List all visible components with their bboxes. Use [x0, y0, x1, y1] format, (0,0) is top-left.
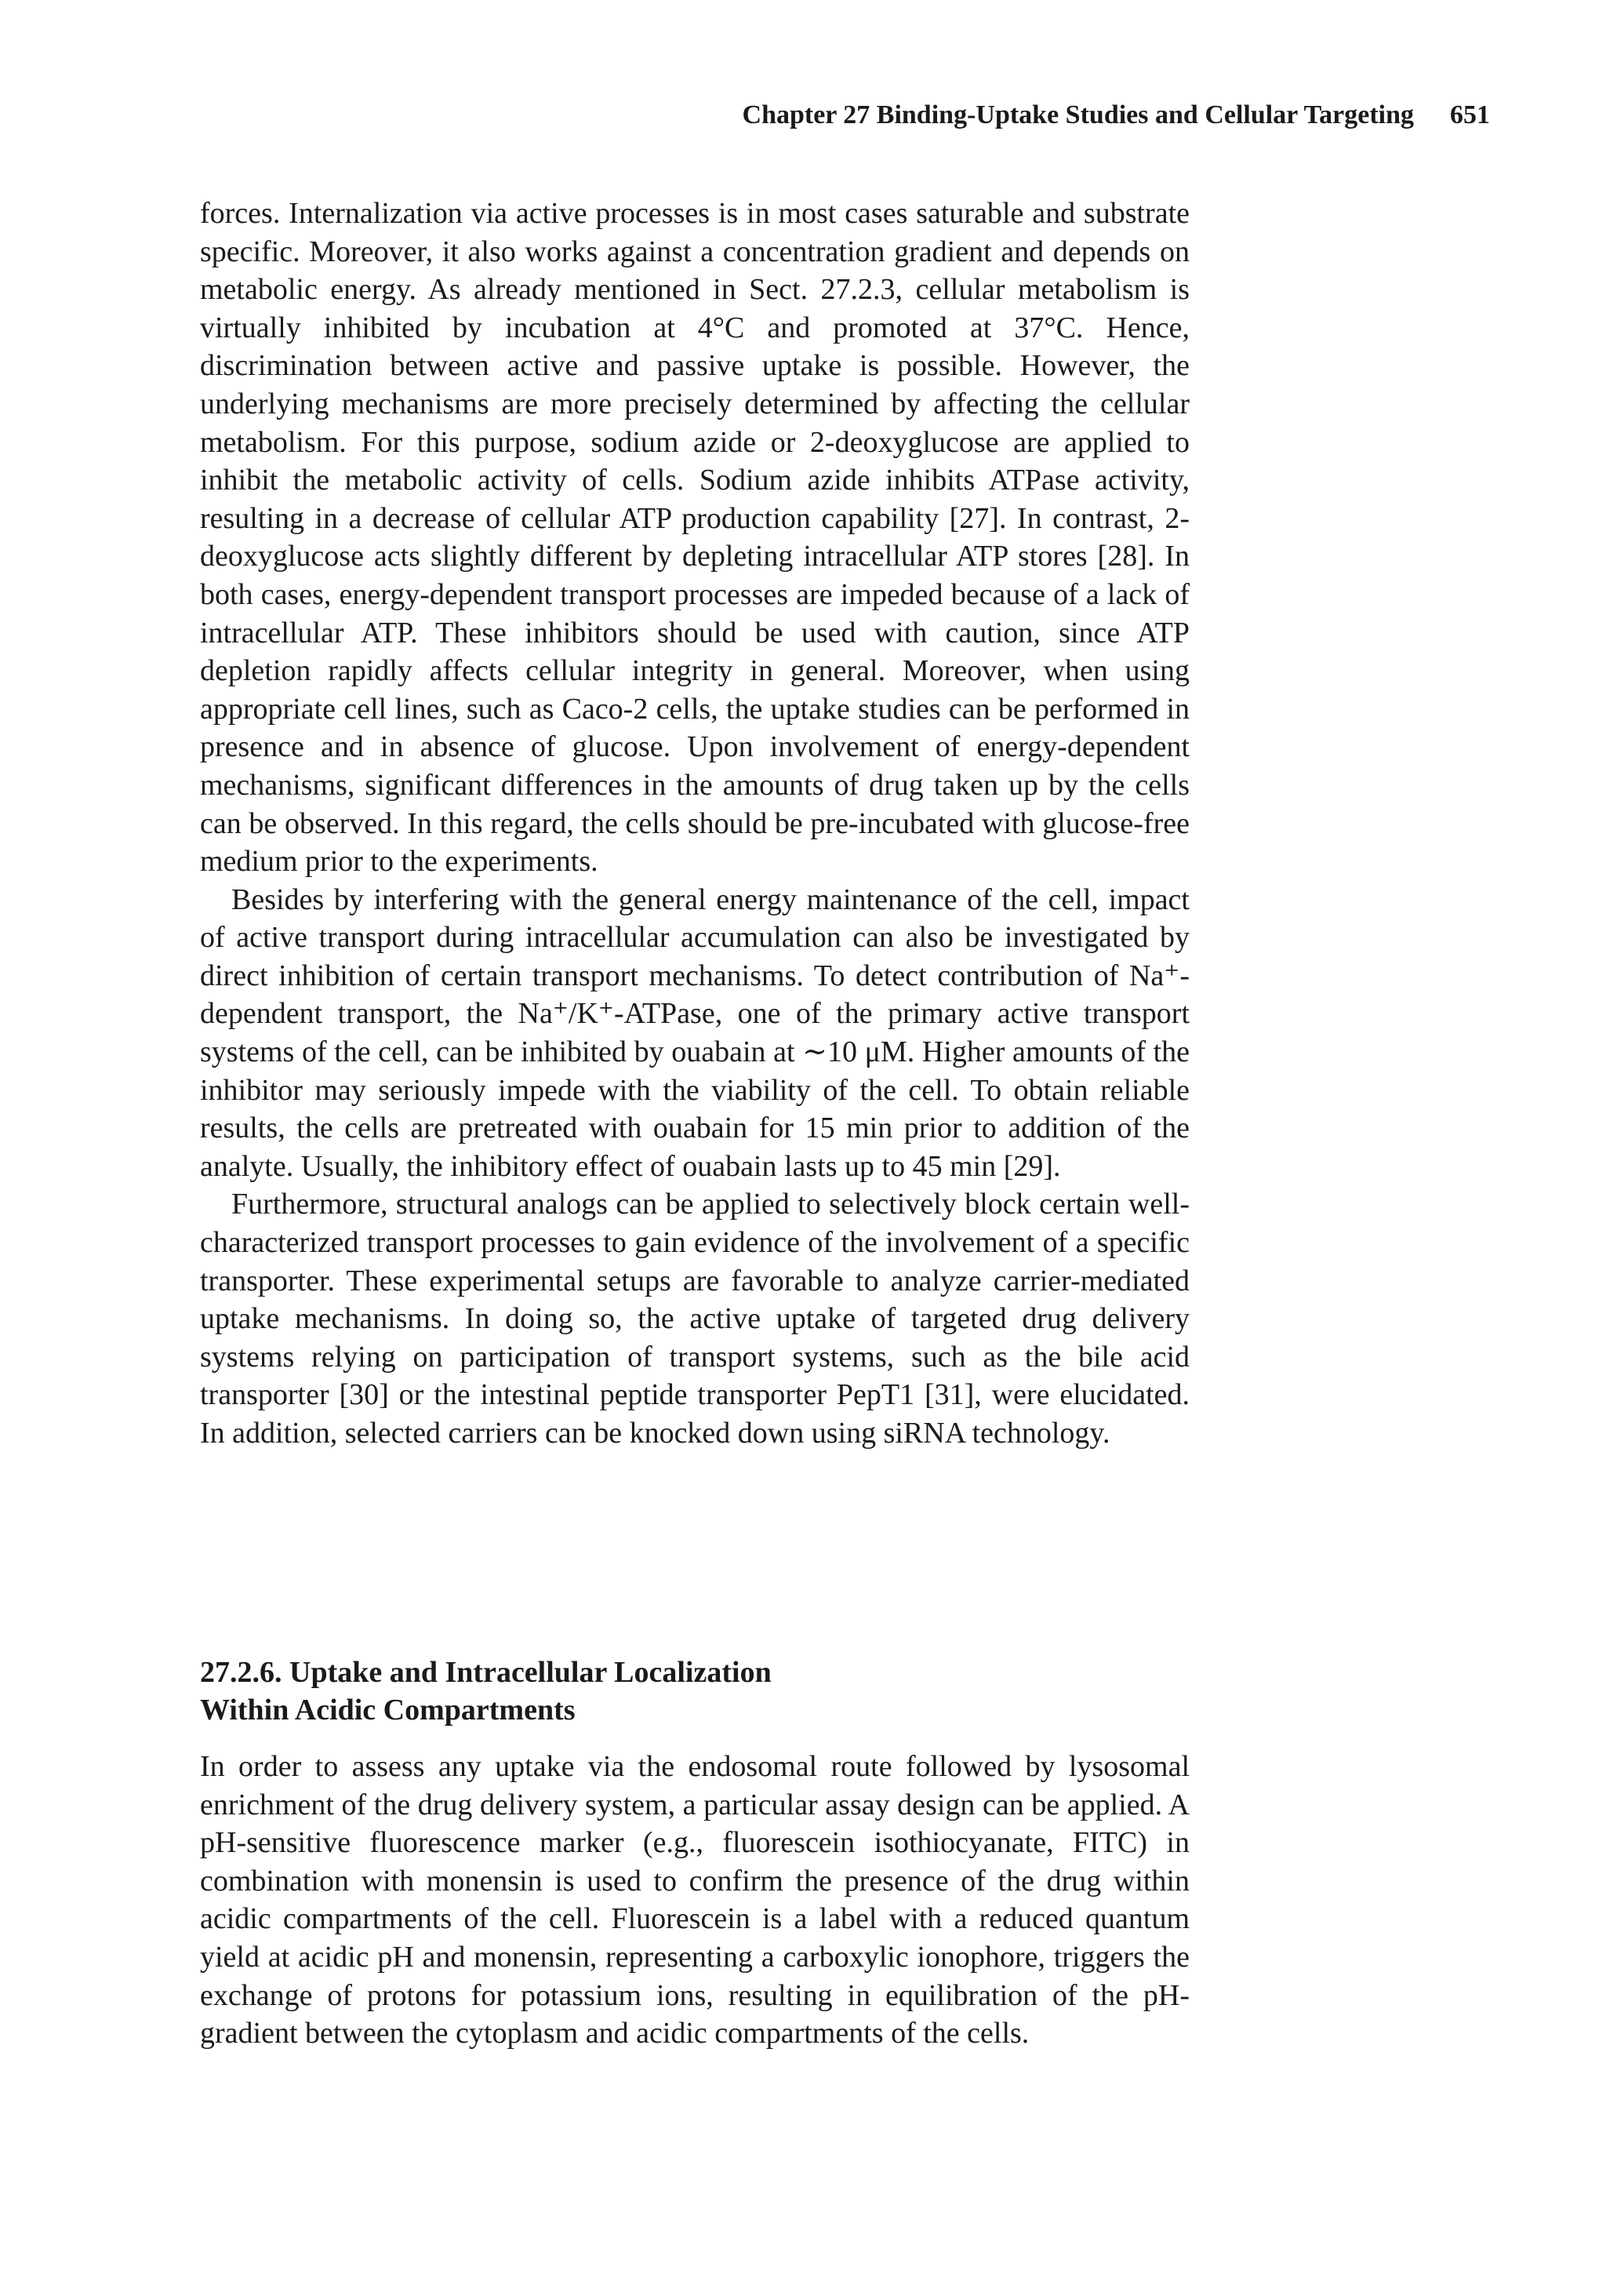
- running-head: [743, 100, 1490, 130]
- paragraph-1: forces. Internalization via active processes is in most cases saturable and substrate specific. Moreover, it also works against a concentration gradient and depends on metabolic energy. As already mentioned in Sect. 27.2.3, cellular metabolism is virtually inhibited by incubation at 4°C and promoted at 37°C. Hence, discrimination between active and passive uptake is possible. However, the underlying mechanisms are more precisely determined by affecting the cellular metabolism. For this purpose, sodium azide or 2-deoxyglucose are applied to inhibit the metabolic activity of cells. Sodium azide inhibits ATPase activity, resulting in a decrease of cellular ATP production capability [27]. In contrast, 2-deoxyglucose acts slightly different by depleting intracellular ATP stores [28]. In both cases, energy-dependent transport processes are impeded because of a lack of intracellular ATP. These inhibitors should be used with caution, since ATP depletion rapidly affects cellular integrity in general. Moreover, when using appropriate cell lines, such as Caco-2 cells, the uptake studies can be performed in presence and in absence of glucose. Upon involvement of energy-dependent mechanisms, significant differences in the amounts of drug taken up by the cells can be observed. In this regard, the cells should be pre-incubated with glucose-free medium prior to the experiments.: [200, 197, 1190, 879]
- body-text: [200, 195, 1190, 1453]
- section-heading: [200, 1654, 1190, 1729]
- section-heading-line-1: 27.2.6. Uptake and Intracellular Localization: [200, 1656, 772, 1689]
- paragraph-2: Besides by interfering with the general energy maintenance of the cell, impact of active transport during intracellular accumulation can also be investigated by direct inhibition of certain transport mechanisms. To detect contribution of Na⁺-dependent transport, the Na⁺/K⁺-ATPase, one of the primary active transport systems of the cell, can be inhibited by ouabain at ∼10 μM. Higher amounts of the inhibitor may seriously impede with the viability of the cell. To obtain reliable results, the cells are pretreated with ouabain for 15 min prior to addition of the analyte. Usually, the inhibitory effect of ouabain lasts up to 45 min [29].: [200, 882, 1190, 1183]
- paragraph-3: Furthermore, structural analogs can be applied to selectively block certain well-characterized transport processes to gain evidence of the involvement of a specific transporter. These experimental setups are favorable to analyze carrier-mediated uptake mechanisms. In doing so, the active uptake of targeted drug delivery systems relying on participation of transport systems, such as the bile acid transporter [30] or the intestinal peptide transporter PepT1 [31], were elucidated. In addition, selected carriers can be knocked down using siRNA technology.: [200, 1188, 1190, 1450]
- page-number: 651: [1450, 100, 1490, 129]
- section-heading-line-2: Within Acidic Compartments: [200, 1694, 576, 1727]
- section-paragraph: In order to assess any uptake via the endosomal route followed by lysosomal enrichment of the drug delivery system, a particular assay design can be applied. A pH-sensitive fluorescence marker (e.g., fluorescein isothiocyanate, FITC) in combination with monensin is used to confirm the presence of the drug within acidic compartments of the cell. Fluorescein is a label with a reduced quantum yield at acidic pH and monensin, representing a carboxylic ionophore, triggers the exchange of protons for potassium ions, resulting in equilibration of the pH-gradient between the cytoplasm and acidic compartments of the cells.: [200, 1750, 1190, 2050]
- section-body: [200, 1748, 1190, 2053]
- chapter-title: Chapter 27 Binding-Uptake Studies and Cellular Targeting: [742, 100, 1414, 129]
